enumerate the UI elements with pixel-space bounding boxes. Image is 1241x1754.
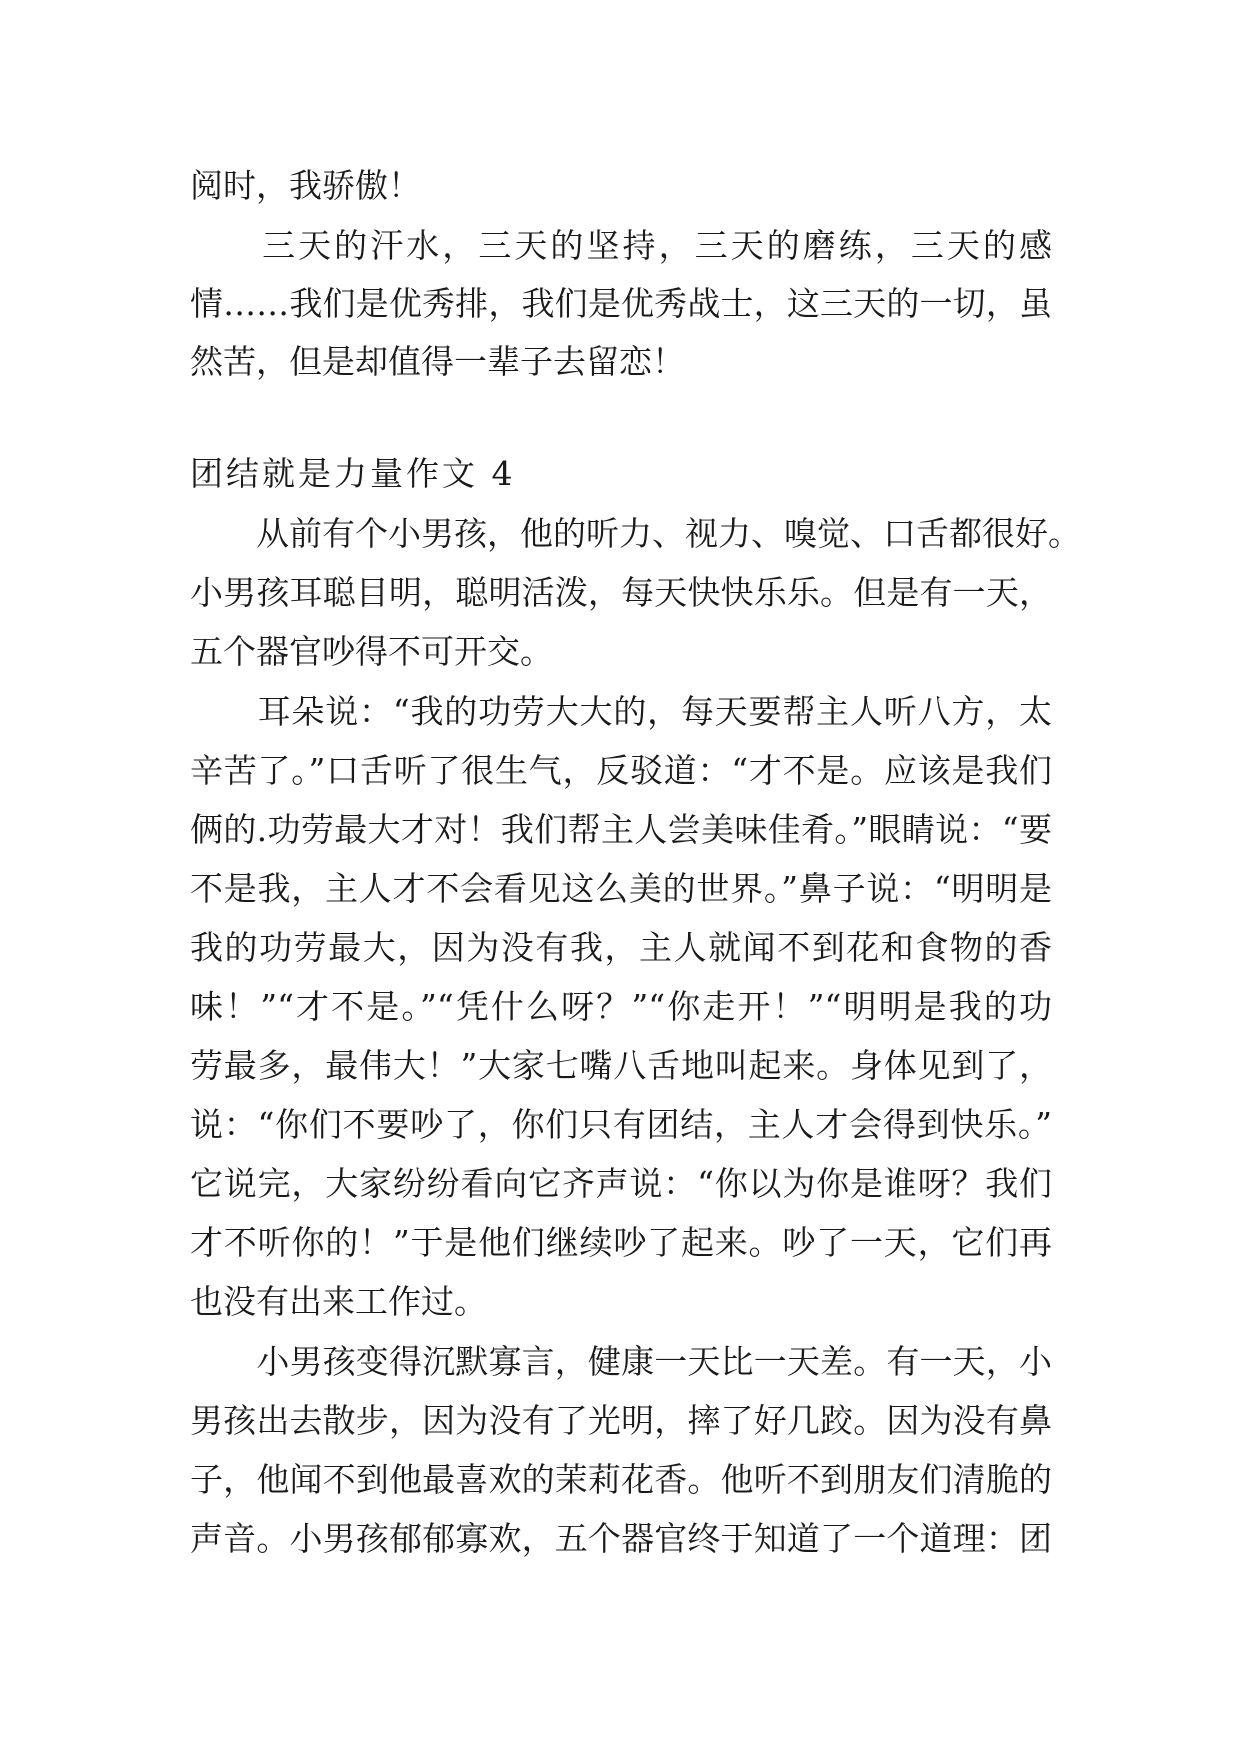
paragraph-line: 说：“你们不要吵了，你们只有团结，主人才会得到快乐。”: [190, 1105, 1052, 1144]
paragraph-line: 我的功劳最大，因为没有我，主人就闻不到花和食物的香: [190, 928, 1052, 967]
paragraph-line: 耳朵说：“我的功劳大大的，每天要帮主人听八方，太: [190, 692, 1052, 731]
paragraph-line: 五个器官吵得不可开交。: [190, 632, 553, 671]
paragraph-line: 才不听你的！”于是他们继续吵了起来。吵了一天，它们再: [190, 1223, 1052, 1262]
paragraph-line: 不是我，主人才不会看见这么美的世界。”鼻子说：“明明是: [190, 869, 1052, 908]
paragraph-line: 小男孩变得沉默寡言，健康一天比一天差。有一天，小: [190, 1342, 1052, 1381]
paragraph-line: 小男孩耳聪目明，聪明活泼，每天快快乐乐。但是有一天，: [190, 573, 1052, 612]
paragraph-line: 情……我们是优秀排，我们是优秀战士，这三天的一切，虽: [190, 284, 1052, 323]
paragraph-line: 男孩出去散步，因为没有了光明，摔了好几跤。因为没有鼻: [190, 1401, 1052, 1440]
paragraph-line: 辛苦了。”口舌听了很生气，反驳道：“才不是。应该是我们: [190, 751, 1052, 790]
paragraph-line: 然苦，但是却值得一辈子去留恋！: [190, 342, 685, 381]
paragraph-line: 它说完，大家纷纷看向它齐声说：“你以为你是谁呀？我们: [190, 1164, 1052, 1203]
paragraph-line: 从前有个小男孩，他的听力、视力、嗅觉、口舌都很好。: [190, 514, 1081, 553]
section-heading: 团结就是力量作文 4: [190, 454, 516, 493]
paragraph-line: 也没有出来工作过。: [190, 1282, 487, 1321]
paragraph-line: 劳最多，最伟大！”大家七嘴八舌地叫起来。身体见到了，: [190, 1046, 1052, 1085]
paragraph-line: 阅时，我骄傲！: [190, 166, 421, 205]
paragraph-line: 味！”“才不是。”“凭什么呀？”“你走开！”“明明是我的功: [190, 987, 1052, 1026]
paragraph-line: 子，他闻不到他最喜欢的茉莉花香。他听不到朋友们清脆的: [190, 1460, 1052, 1499]
paragraph-line: 俩的.功劳最大才对！我们帮主人尝美味佳肴。”眼睛说：“要: [190, 810, 1052, 849]
paragraph-line: 声音。小男孩郁郁寡欢，五个器官终于知道了一个道理：团: [190, 1519, 1052, 1558]
paragraph-line: 三天的汗水，三天的坚持，三天的磨练，三天的感: [190, 226, 1052, 265]
